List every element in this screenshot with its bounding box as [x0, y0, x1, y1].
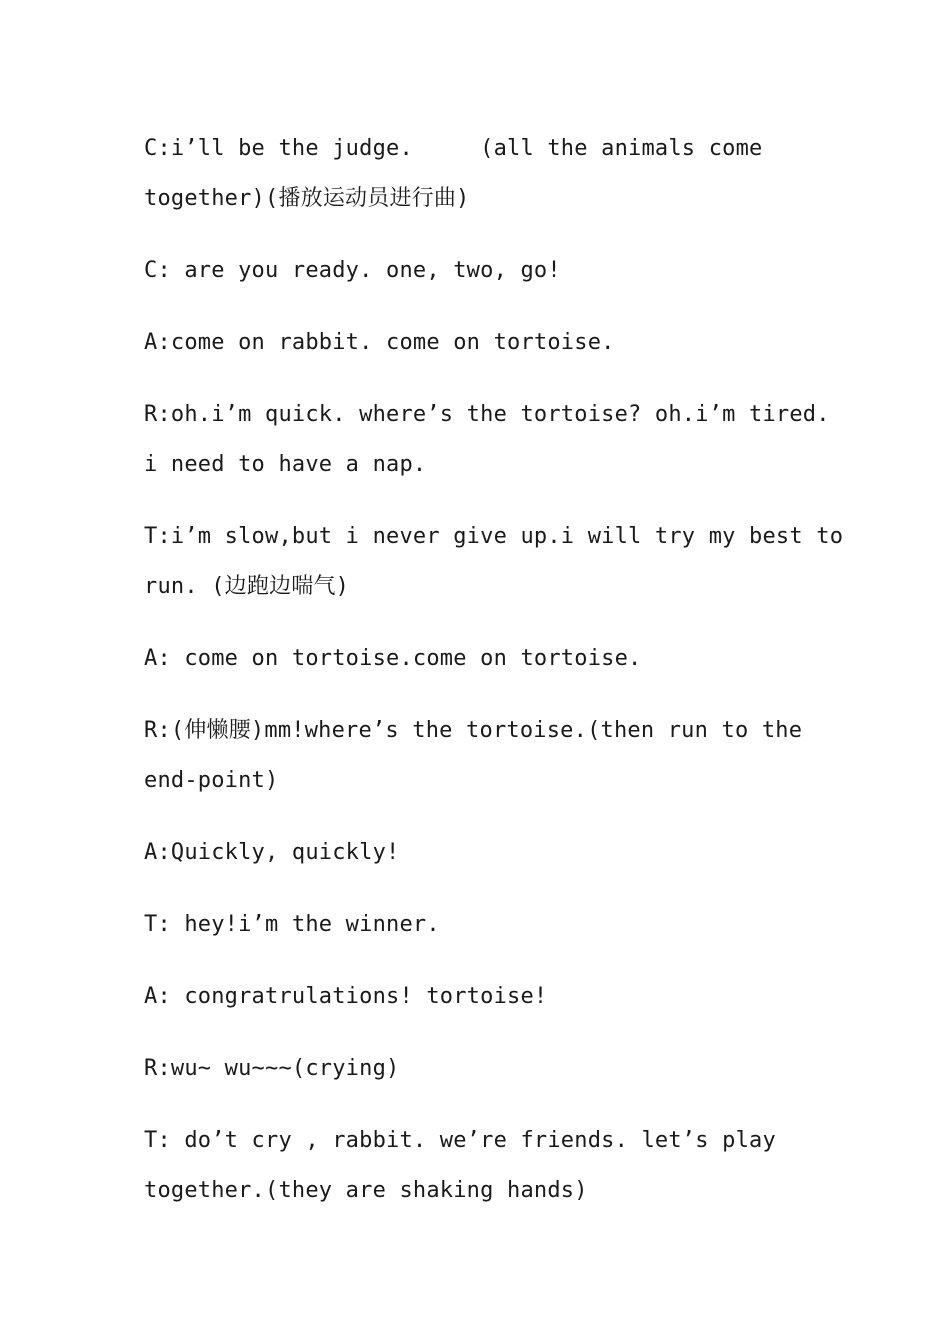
- line-friends: T: do’t cry , rabbit. we’re friends. let’s play together.(they are shaking hands): [144, 1128, 790, 1203]
- line-winner: T: hey!i’m the winner.: [144, 912, 440, 937]
- line-rabbit-quick: R:oh.i’m quick. where’s the tortoise? oh.i’m tired. i need to have a nap.: [144, 402, 844, 477]
- dialogue-text: [144, 124, 857, 1238]
- line-quickly: A:Quickly, quickly!: [144, 840, 400, 865]
- line-come-on: A:come on rabbit. come on tortoise.: [144, 330, 615, 355]
- line-congrats: A: congratrulations! tortoise!: [144, 984, 548, 1009]
- line-rabbit-wakes: R:(伸懒腰)mm!where’s the tortoise.(then run to the end-point): [144, 718, 816, 793]
- line-crying: R:wu~ wu~~~(crying): [144, 1056, 400, 1081]
- line-cheer-tortoise: A: come on tortoise.come on tortoise.: [144, 646, 642, 671]
- line-ready: C: are you ready. one, two, go!: [144, 258, 561, 283]
- line-tortoise-slow: T:i’m slow,but i never give up.i will try my best to run. (边跑边喘气): [144, 524, 857, 599]
- line-judge: C:i’ll be the judge. (all the animals come together)(播放运动员进行曲): [144, 136, 776, 211]
